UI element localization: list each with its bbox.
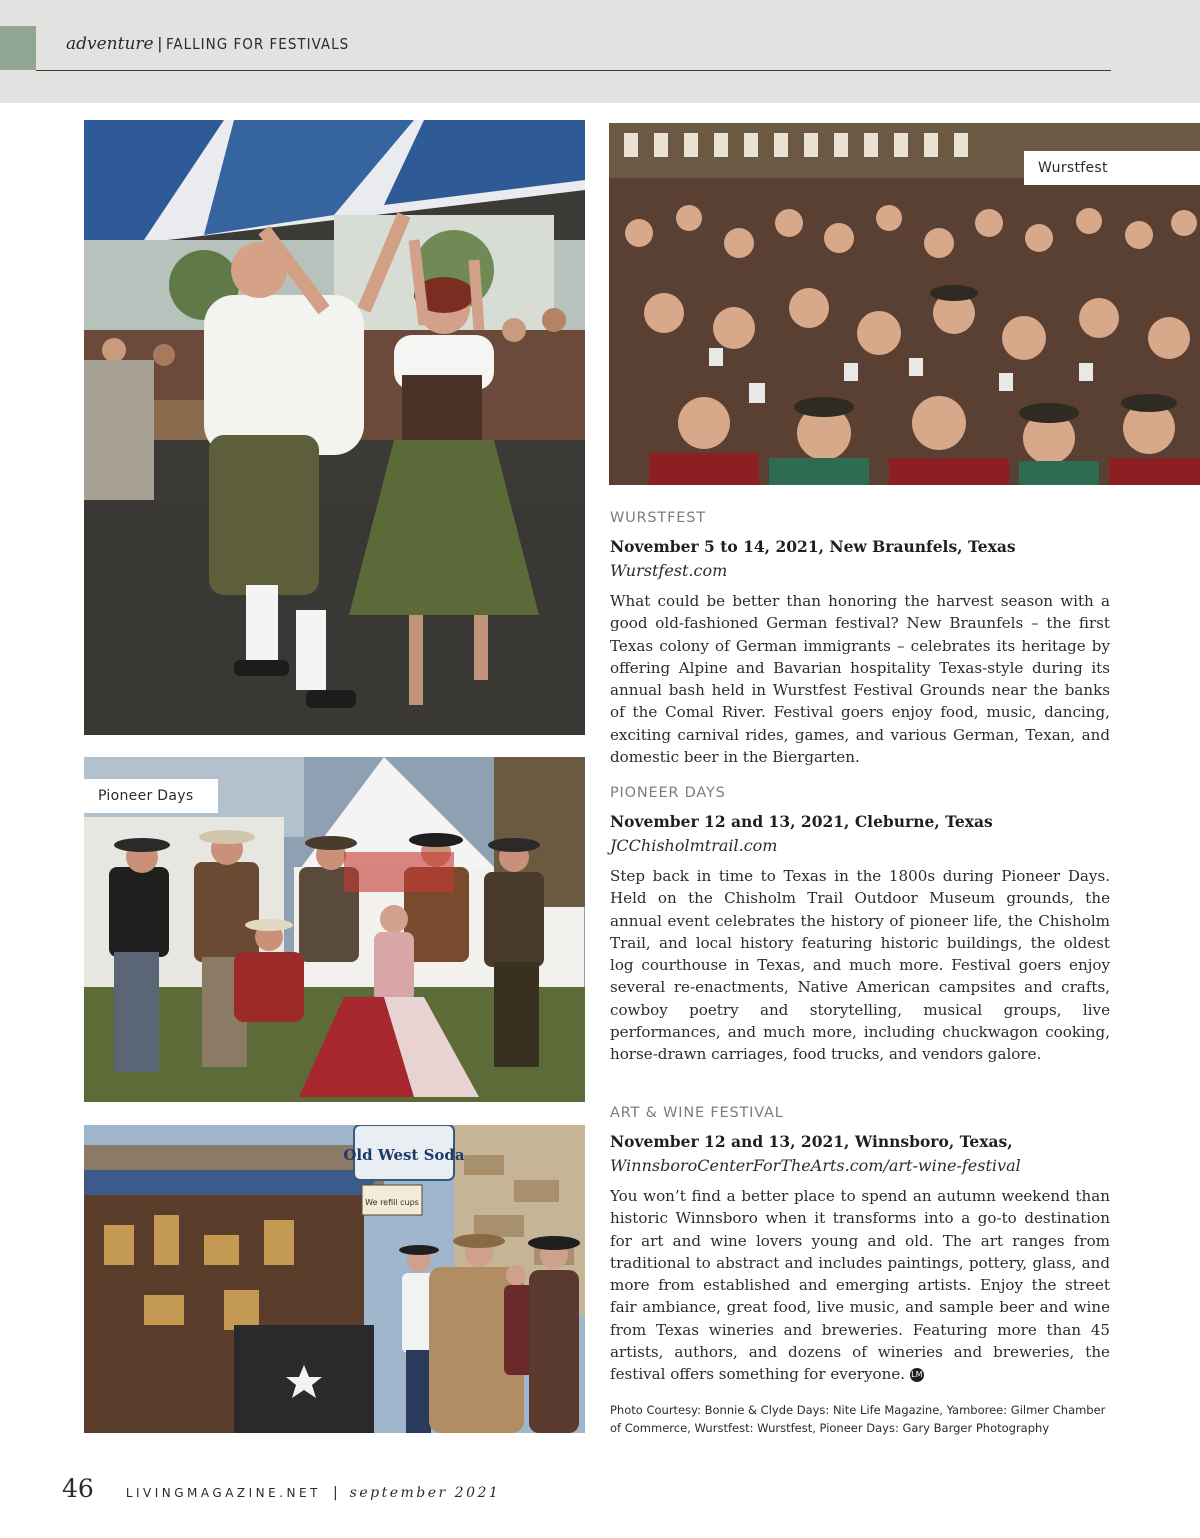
running-header (66, 34, 349, 54)
event-description: Step back in time to Texas in the 1800s during Pioneer Days. Held on the Chisholm Trail Outdoor Museum grounds, the annual event celebrates the history of pioneer life, the Chisholm Trail, and local history featuring historic buildings, the oldest log courthouse in Texas, and much more. Festival goers enjoy several re-enactments, Native American campsites and crafts, cowboy poetry and storytelling, musical groups, live performances, and much more, including chuckwagon cooking, horse-drawn carriages, food trucks, and vendors galore. (610, 867, 1110, 1064)
event-date-location: November 12 and 13, 2021, Winnsboro, Texas, (610, 1132, 1013, 1151)
header-rule (36, 70, 1111, 71)
page-number: 46 (62, 1474, 94, 1503)
photo-credits: Photo Courtesy: Bonnie & Clyde Days: Nite Life Magazine, Yamboree: Gilmer Chamber of Commerce, Wurstfest: Wurstfest, Pioneer Days: Gary Barger Photography (610, 1403, 1106, 1435)
header-separator: | (157, 34, 163, 53)
wurstfest-article (610, 510, 1110, 768)
event-date-location: November 5 to 14, 2021, New Braunfels, Texas (610, 537, 1016, 556)
event-url: JCChisholmtrail.com (610, 836, 778, 855)
refill-sign-text: We refill cups (365, 1198, 419, 1207)
section-heading: WURSTFEST (610, 510, 706, 526)
event-description (610, 1185, 1110, 1386)
old-west-soda-sign-text: Old West Soda (343, 1146, 465, 1164)
header-accent-tab (0, 26, 36, 70)
page-footer (62, 1474, 500, 1503)
dancing-couple-photo (84, 120, 585, 735)
footer-site: LIVINGMAGAZINE.NET (125, 1486, 321, 1500)
event-description: What could be better than honoring the harvest season with a good old-fashioned German festival? New Braunfels – the first Texas colony of German immigrants – celebrates its heritage by offering Alpine and Bavarian hospitality Texas-style during its annual bash held in Wurstfest Festival Grounds near the banks of the Comal River. Festival goers enjoy food, music, dancing, exciting carnival rides, games, and various German, Texan, and domestic beer in the Biergarten. (610, 592, 1110, 767)
old-west-soda-photo (84, 1125, 585, 1433)
end-mark-icon: LM (910, 1368, 924, 1382)
wurstfest-photo-caption: Wurstfest (1024, 151, 1200, 185)
event-date-location: November 12 and 13, 2021, Cleburne, Texas (610, 812, 993, 831)
header-title: FALLING FOR FESTIVALS (166, 35, 350, 53)
section-heading: PIONEER DAYS (610, 785, 726, 801)
header-section: adventure (66, 34, 154, 54)
footer-separator: | (332, 1485, 338, 1501)
pioneer-days-photo-caption: Pioneer Days (84, 779, 218, 813)
event-url: WinnsboroCenterForTheArts.com/art-wine-festival (610, 1156, 1021, 1175)
event-url: Wurstfest.com (610, 561, 728, 580)
art-wine-article (610, 1105, 1110, 1386)
pioneer-days-article (610, 785, 1110, 1066)
footer-issue-date: september 2021 (349, 1485, 501, 1501)
event-description-text: You won’t find a better place to spend an autumn weekend than historic Winnsboro when it transforms into a go-to destination for art and wine lovers young and old. The art ranges from traditional to abstract and includes paintings, pottery, glass, and more from established and emerging artists. Enjoy the street fair ambiance, great food, live music, and sample beer and wine from Texas wineries and breweries. Featuring more than 45 artists, authors, and dozens of wineries and breweries, the festival offers something for everyone. (610, 1187, 1110, 1384)
section-heading: ART & WINE FESTIVAL (610, 1105, 784, 1121)
